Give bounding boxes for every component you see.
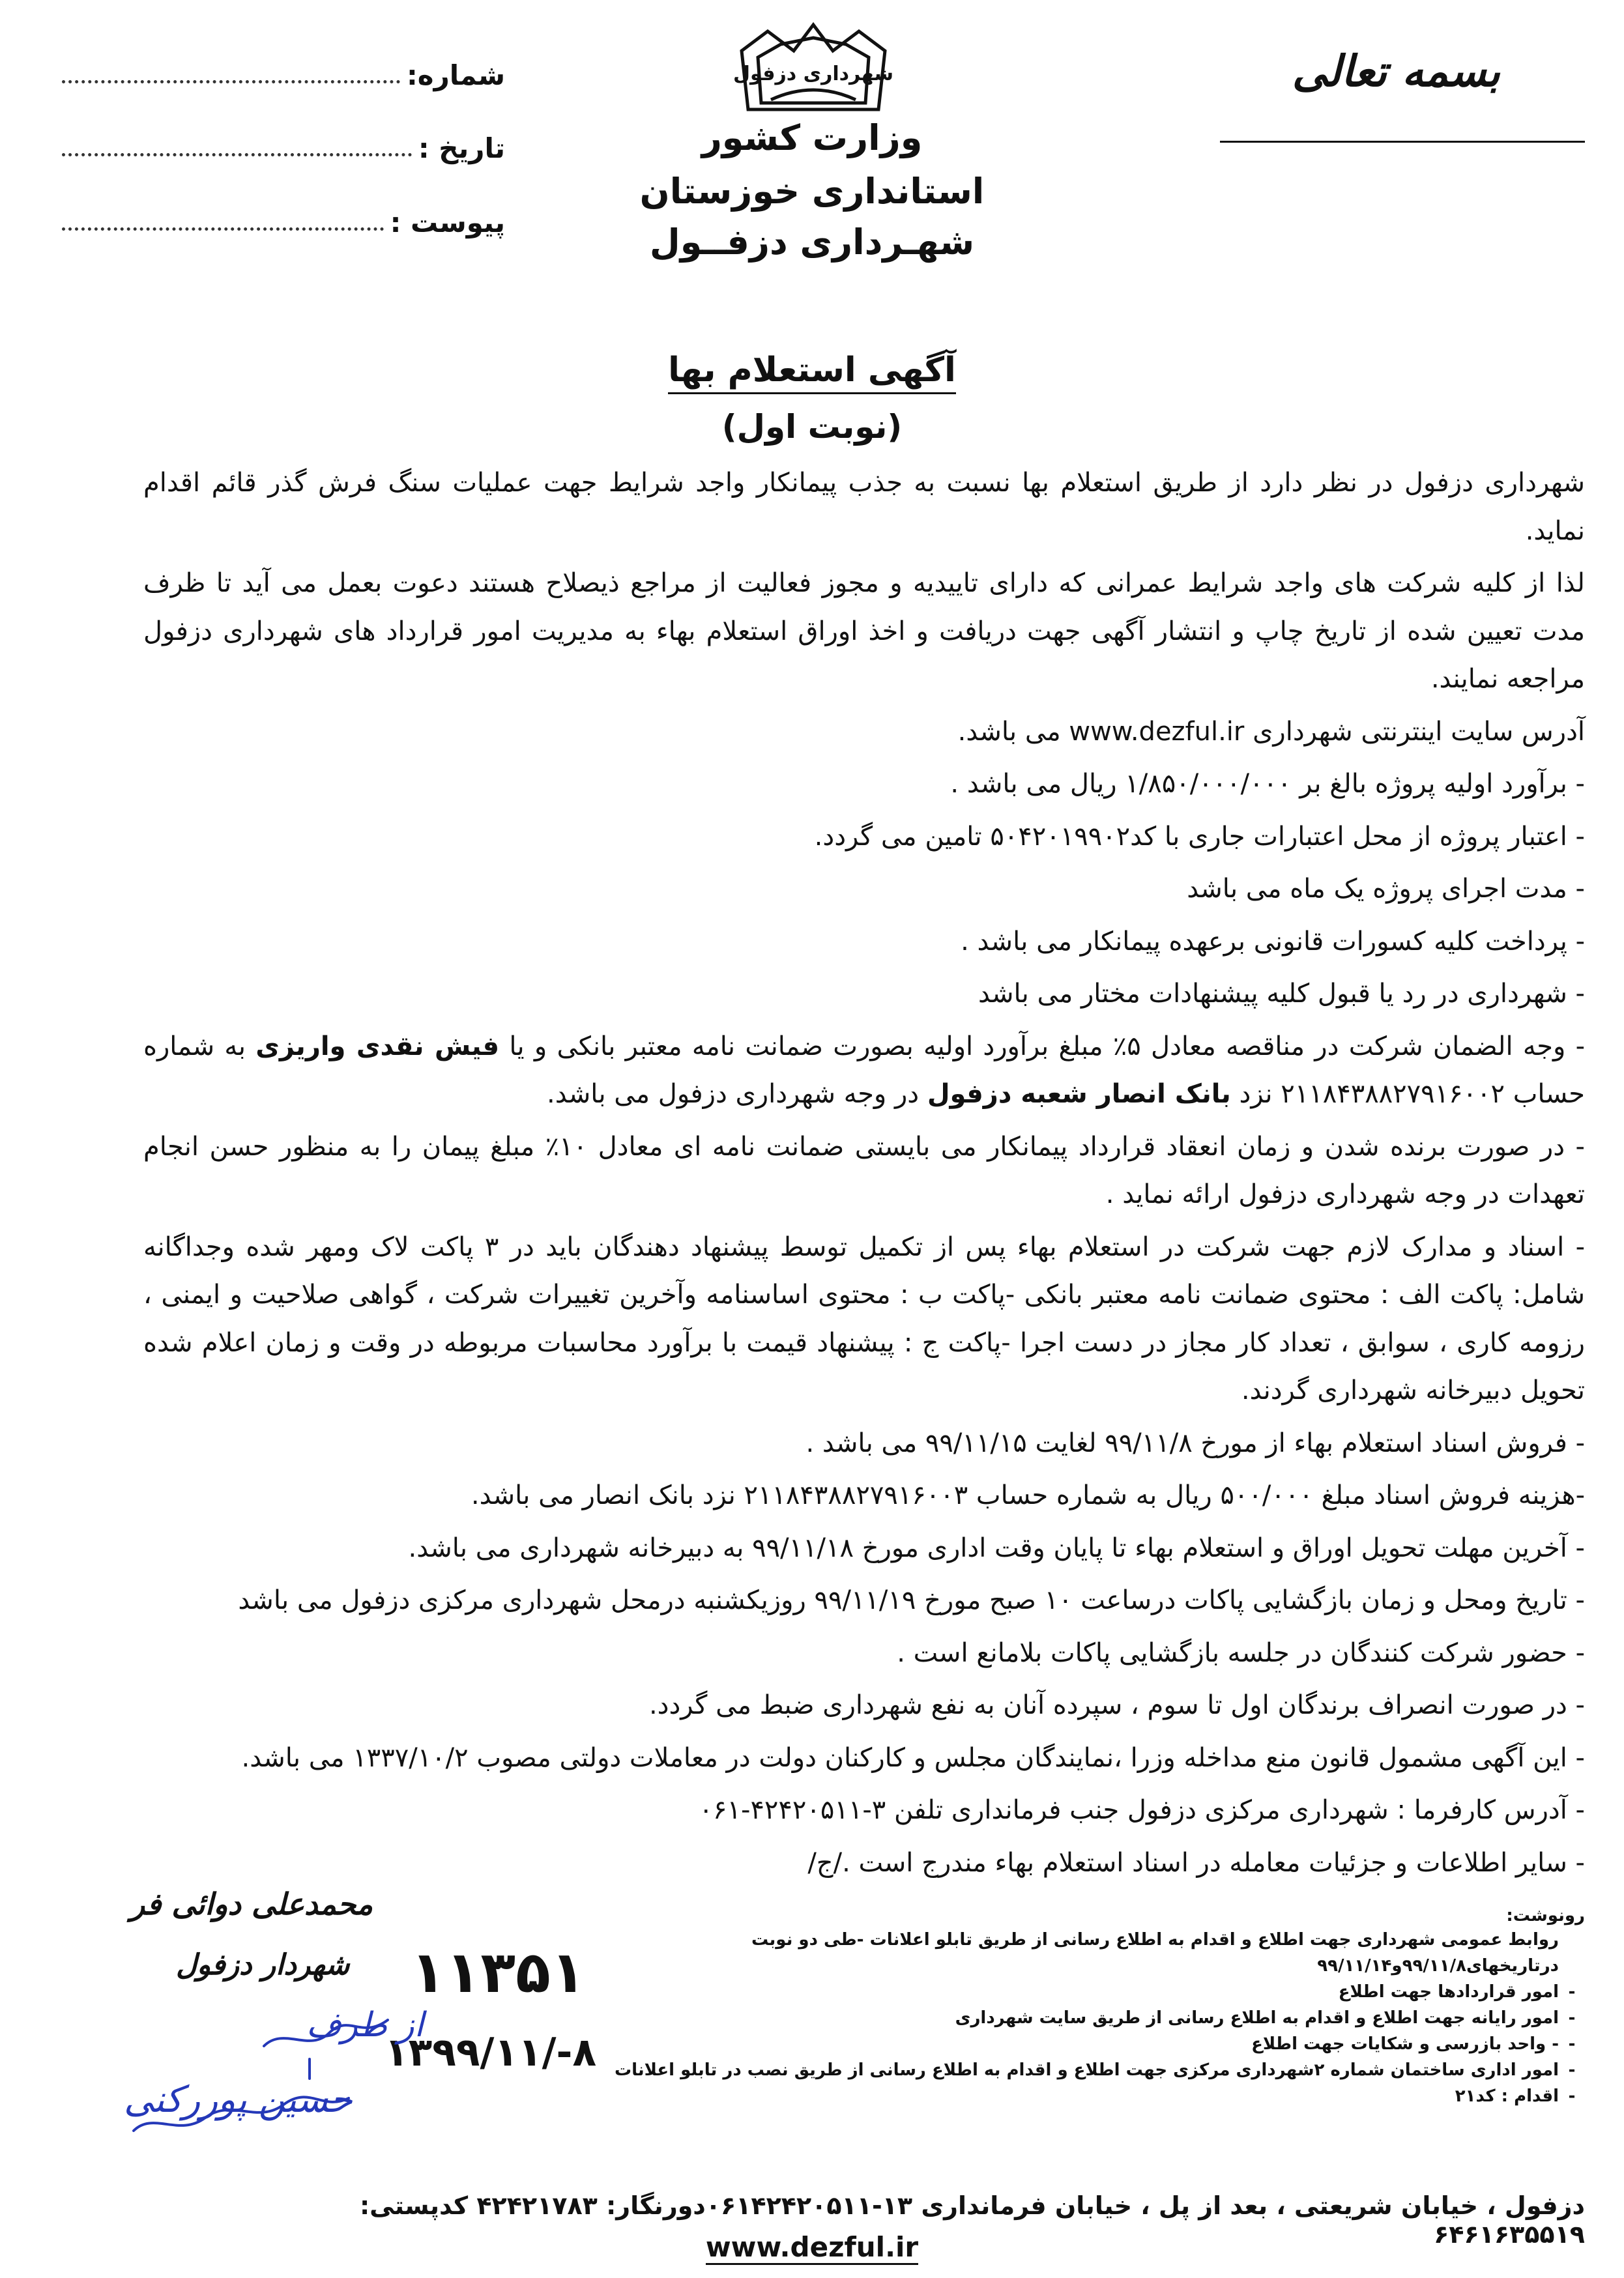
paragraph-attendance: - حضور شرکت کنندگان در جلسه بازگشایی پاکات بلامانع است . xyxy=(897,1637,1585,1668)
routing-item: - امور رایانه جهت اطلاع و اقدام به اطلاع رسانی از طریق سایت شهرداری xyxy=(955,2008,1576,2028)
notice-title-text: آگهی استعلام بها xyxy=(668,351,956,394)
routing-heading: رونوشت: xyxy=(1506,1906,1585,1925)
basmala-heading: بسمه تعالی xyxy=(1292,46,1500,96)
emblem-lettering: شهرداری دزفول xyxy=(732,63,894,85)
paragraph-performance: - در صورت برنده شدن و زمان انعقاد قرارداد پیمانکار می بایستی ضمانت نامه ای معادل ۱۰٪ مبلغ پیمان را به منظور حسن انجام تعهدات در وجه شهرداری دزفول ارائه نماید . xyxy=(143,1131,1585,1209)
footer-website-link[interactable]: www.dezful.ir xyxy=(706,2231,918,2265)
footer-website xyxy=(0,2231,1624,2263)
paragraph-deductions: - پرداخت کلیه کسورات قانونی برعهده پیمانکار می باشد . xyxy=(961,926,1585,957)
routing-item: - اقدام : کد۲۱ xyxy=(1455,2086,1576,2106)
notice-body xyxy=(143,459,1585,1892)
paragraph-funding: - اعتبار پروژه از محل اعتبارات جاری با کد۵۰۴۲۰۱۹۹۰۲ تامین می گردد. xyxy=(814,821,1585,852)
paragraph-sale-period: - فروش اسناد استعلام بهاء از مورخ ۹۹/۱۱/۸ لغایت ۹۹/۱۱/۱۵ می باشد . xyxy=(805,1428,1585,1458)
paragraph-documents: - اسناد و مدارک لازم جهت شرکت در استعلام بهاء پس از تکمیل توسط پیشنهاد دهندگان باید در ۳ پاکت لاک ومهر شده وجداگانه شامل: پاکت الف : محتوی ضمانت نامه معتبر بانکی -پاکت ب : محتوی اساسنامه وآخرین تغییرات شرکت ، گواهی صلاحیت و ایمنی ، رزومه کاری ، سوابق ، تعداد کار مجاز در دست اجرا -پاکت ج : پیشنهاد قیمت با برآورد محاسبات مربوطه در وقت و زمان اعلام شده تحویل دبیرخانه شهرداری گردند. xyxy=(143,1232,1586,1406)
guarantee-text-b: به شماره حساب ۲۱۱۸۴۳۸۸۲۷۹۱۶۰۰۲ نزد xyxy=(143,1031,1585,1109)
paragraph-invitation: لذا از کلیه شرکت های واجد شرایط عمرانی که دارای تاییدیه و مجوز فعالیت از مراجع ذیصلاح هستند دعوت بعمل می آید تا ظرف مدت تعیین شده از تاریخ چاپ و انتشار آگهی جهت دریافت و اخذ اوراق استعلام بهاء به مدیریت امور قرارداد های شهرداری دزفول مراجعه نمایند. xyxy=(143,568,1585,694)
paragraph-employer-address: - آدرس کارفرما : شهرداری مرکزی دزفول جنب فرمانداری تلفن ۳-۴۲۴۲۰۵۱۱-۰۶۱ xyxy=(699,1795,1585,1825)
paragraph-deadline: - آخرین مهلت تحویل اوراق و استعلام بهاء تا پایان وقت اداری مورخ ۹۹/۱۱/۱۸ به دبیرخانه شهرداری می باشد. xyxy=(408,1533,1585,1563)
attachment-dotted-line xyxy=(62,227,384,231)
guarantee-bank-branch: بانک انصار شعبه دزفول xyxy=(927,1079,1231,1109)
paragraph-sale-fee: -هزینه فروش اسناد مبلغ ۵۰۰/۰۰۰ ریال به شماره حساب ۲۱۱۸۴۳۸۸۲۷۹۱۶۰۰۳ نزد بانک انصار می باشد. xyxy=(471,1480,1585,1510)
attachment-label: پیوست : xyxy=(390,207,505,238)
paragraph-withdrawal: - در صورت انصراف برندگان اول تا سوم ، سپرده آنان به نفع شهرداری ضبط می گردد. xyxy=(648,1690,1585,1720)
paragraph-other-info: - سایر اطلاعات و جزئیات معامله در اسناد استعلام بهاء مندرج است ./ج/ xyxy=(807,1847,1585,1878)
guarantee-text-c: در وجه شهرداری دزفول می باشد. xyxy=(547,1079,920,1109)
routing-item: روابط عمومی شهرداری جهت اطلاع و اقدام به اطلاع رسانی از طریق تابلو اعلانات -طی دو نوبت درتاریخهای۹۹/۱۱/۸و۹۹/۱۱/۱۴ xyxy=(751,1930,1559,1976)
mayor-name: محمدعلی دوائی فر xyxy=(130,1886,373,1922)
municipality-emblem-icon xyxy=(722,12,905,123)
attachment-field xyxy=(62,193,505,238)
footer-address: دزفول ، خیابان شریعتی ، بعد از پل ، خیابان فرمانداری ۱۳-۰۶۱۴۲۴۲۰۵۱۱دورنگار: ۴۲۴۲۱۷۸۳ کدپستی: ۶۴۶۱۶۳۵۵۱۹ xyxy=(359,2191,1585,2249)
guarantee-text-a: - وجه الضمان شرکت در مناقصه معادل ۵٪ مبلغ برآورد اولیه بصورت ضمانت نامه معتبر بانکی و یا xyxy=(509,1031,1586,1061)
routing-item: - امور اداری ساختمان شماره ۲شهرداری مرکزی جهت اطلاع و اقدام به اطلاع رسانی از طریق نصب در تابلو اعلانات xyxy=(615,2060,1576,2080)
notice-subtitle: (نوبت اول) xyxy=(721,408,903,446)
notice-title xyxy=(0,351,1624,390)
mayor-title: شهردار دزفول xyxy=(176,1948,350,1982)
guarantee-cash-receipt: فیش نقدی واریزی xyxy=(255,1031,500,1061)
registration-number: ۱۱۳۵۱ xyxy=(411,1939,586,2006)
org-municipality: شهـرداری دزفــول xyxy=(649,222,975,263)
date-field xyxy=(62,119,505,164)
paragraph-intro: شهرداری دزفول در نظر دارد از طریق استعلام بها نسبت به جذب پیمانکار واجد شرایط جهت عملیات سنگ فرش گذر قائم اقدام نماید. xyxy=(143,468,1585,546)
paragraph-duration: - مدت اجرای پروژه یک ماه می باشد xyxy=(1187,874,1585,904)
paragraph-estimate: - برآورد اولیه پروژه بالغ بر ۱/۸۵۰/۰۰۰/۰۰۰ ریال می باشد . xyxy=(950,769,1585,799)
handwriting-on-behalf: از طرف xyxy=(306,2006,424,2045)
routing-notes xyxy=(573,1906,1585,2109)
number-dotted-line xyxy=(62,80,400,83)
number-field xyxy=(62,46,505,91)
routing-item: - - واحد بازرسی و شکایات جهت اطلاع xyxy=(1251,2034,1576,2054)
paragraph-website: آدرس سایت اینترنتی شهرداری www.dezful.ir می باشد. xyxy=(957,716,1585,747)
date-label: تاریخ : xyxy=(418,132,505,164)
basmala-underline xyxy=(1220,141,1585,143)
paragraph-guarantee xyxy=(143,1023,1585,1119)
org-governorate: استانداری خوزستان xyxy=(639,171,985,212)
number-label: شماره: xyxy=(407,59,505,91)
paragraph-law: - این آگهی مشمول قانون منع مداخله وزرا ،نمایندگان مجلس و کارکنان دولت در معاملات دولتی مصوب ۱۳۳۷/۱۰/۲ می باشد. xyxy=(241,1742,1585,1773)
registration-date: ۱۳۹۹/۱۱/-۸ xyxy=(384,2030,597,2075)
date-dotted-line xyxy=(62,153,412,156)
paragraph-rights: - شهرداری در رد یا قبول کلیه پیشنهادات مختار می باشد xyxy=(978,979,1585,1009)
routing-item: - امور قراردادها جهت اطلاع xyxy=(1338,1982,1576,2002)
org-ministry: وزارت کشور xyxy=(701,117,923,158)
paragraph-opening: - تاریخ ومحل و زمان بازگشایی پاکات درساعت ۱۰ صبح مورخ ۹۹/۱۱/۱۹ روزیکشنبه درمحل شهرداری مرکزی دزفول می باشد xyxy=(238,1585,1585,1615)
handwriting-signer-name: حسین پوررکنی xyxy=(124,2079,353,2121)
